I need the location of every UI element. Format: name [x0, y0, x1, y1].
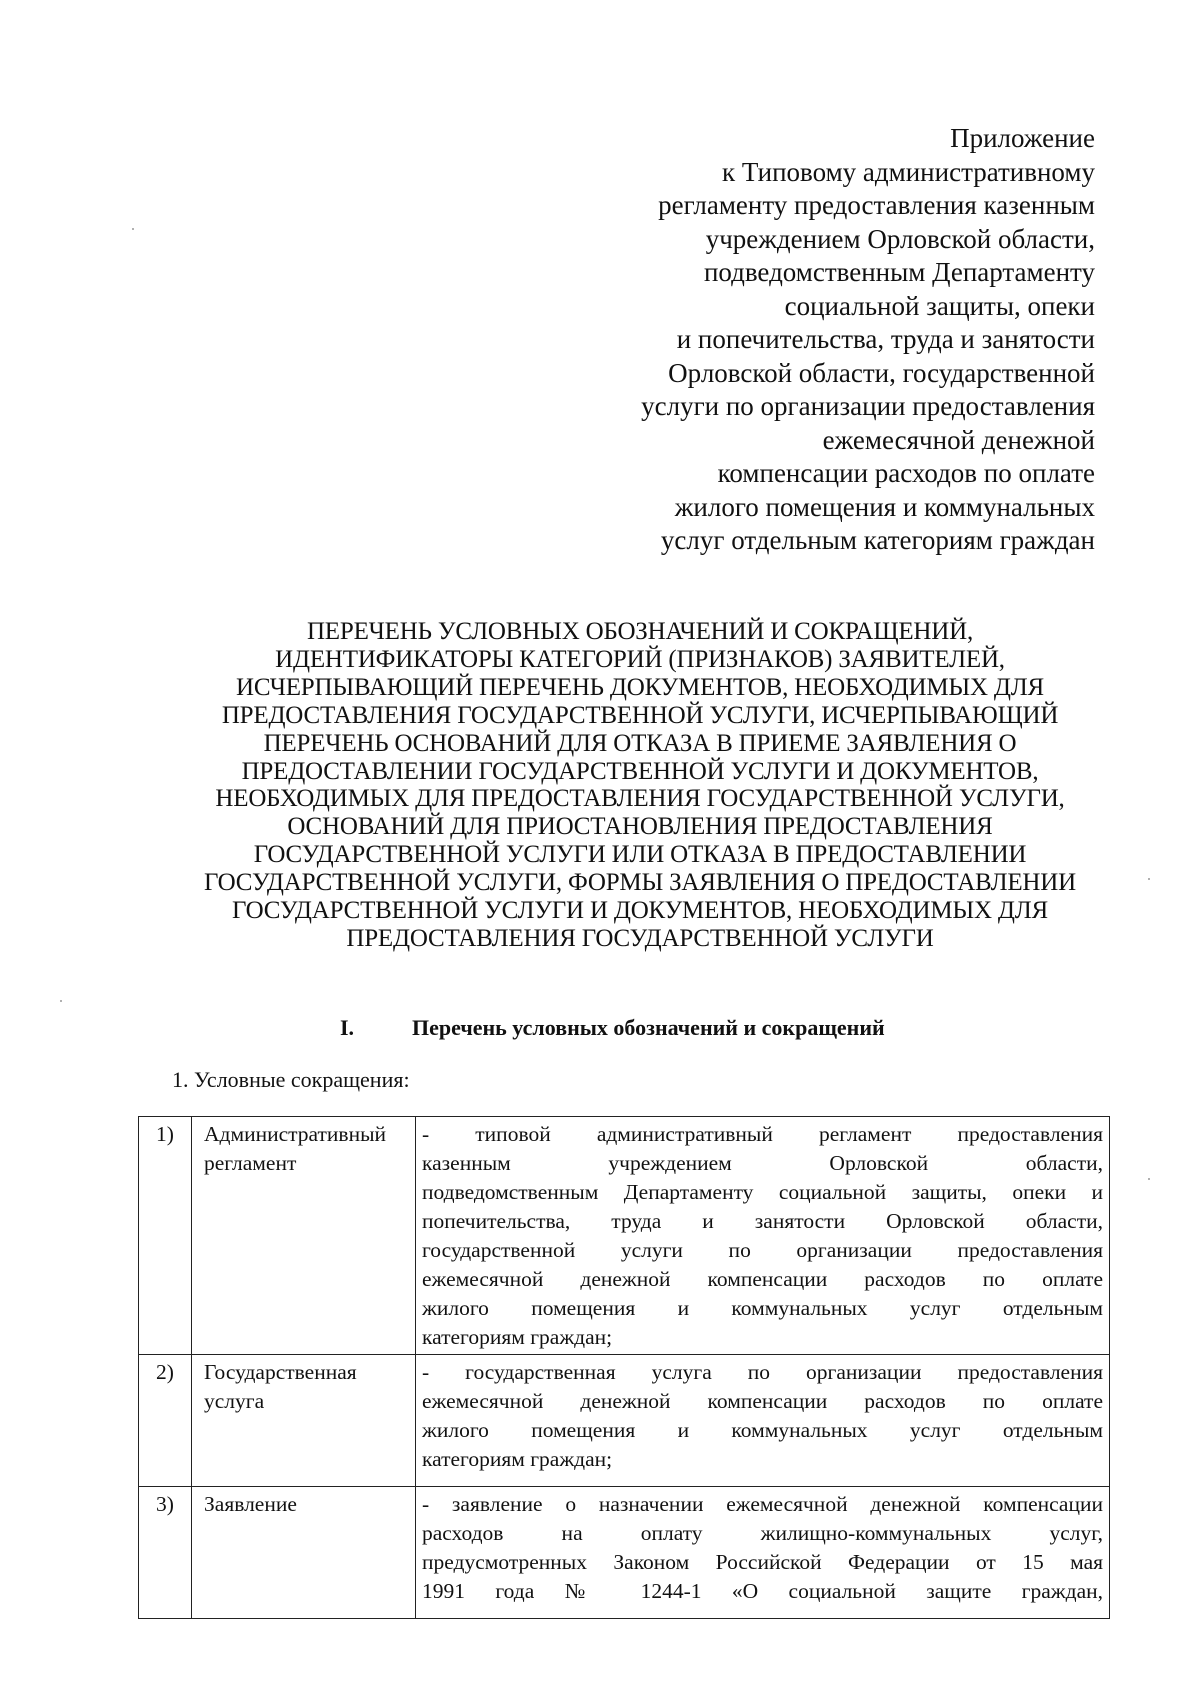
definition-line: - заявление о назначении ежемесячной денежной компенсации — [422, 1492, 1103, 1516]
paragraph-label: 1. Условные сокращения: — [172, 1067, 410, 1092]
appendix-line: учреждением Орловской области, — [705, 223, 1095, 254]
scan-speck — [1148, 1178, 1150, 1180]
definition-line: ежемесячной денежной компенсации расходов по оплате — [422, 1267, 1103, 1291]
title-line: НЕОБХОДИМЫХ ДЛЯ ПРЕДОСТАВЛЕНИЯ ГОСУДАРСТВЕННОЙ УСЛУГИ, — [215, 785, 1065, 813]
table-row — [139, 1355, 1110, 1487]
definition-line: предусмотренных Законом Российской Федерации от 15 мая — [422, 1550, 1103, 1574]
definition-line: жилого помещения и коммунальных услуг отдельным — [422, 1296, 1103, 1320]
title-line: ПЕРЕЧЕНЬ ОСНОВАНИЙ ДЛЯ ОТКАЗА В ПРИЕМЕ ЗАЯВЛЕНИЯ О — [263, 729, 1017, 757]
row-definition — [416, 1117, 1110, 1355]
definition-line: расходов на оплату жилищно-коммунальных услуг, — [422, 1521, 1103, 1545]
title-line: ПРЕДОСТАВЛЕНИИ ГОСУДАРСТВЕННОЙ УСЛУГИ И ДОКУМЕНТОВ, — [241, 757, 1039, 785]
appendix-line: регламенту предоставления казенным — [658, 190, 1095, 220]
appendix-line: ежемесячной денежной — [822, 424, 1095, 455]
document-title — [190, 618, 1090, 953]
row-term: Заявление — [192, 1487, 416, 1619]
row-number: 3) — [139, 1487, 192, 1619]
appendix-line: жилого помещения и коммунальных — [674, 491, 1095, 522]
scan-speck — [1148, 878, 1150, 880]
row-number: 2) — [139, 1355, 192, 1487]
definition-line: 1991 года № 1244-1 «О социальной защите граждан, — [422, 1579, 1103, 1603]
definition-line: - типовой административный регламент предоставления — [422, 1122, 1103, 1146]
title-line: ГОСУДАРСТВЕННОЙ УСЛУГИ ИЛИ ОТКАЗА В ПРЕДОСТАВЛЕНИИ — [253, 841, 1027, 869]
row-term: Государственная услуга — [192, 1355, 416, 1487]
title-line: ИДЕНТИФИКАТОРЫ КАТЕГОРИЙ (ПРИЗНАКОВ) ЗАЯВИТЕЛЕЙ, — [275, 645, 1005, 673]
definition-line: - государственная услуга по организации предоставления — [422, 1360, 1103, 1384]
row-definition — [416, 1355, 1110, 1487]
scan-speck — [132, 228, 134, 230]
section-number: I. — [340, 1015, 355, 1040]
scan-speck — [60, 1000, 62, 1002]
section-title: Перечень условных обозначений и сокращений — [412, 1015, 885, 1040]
table-row — [139, 1487, 1110, 1619]
title-line: ПРЕДОСТАВЛЕНИЯ ГОСУДАРСТВЕННОЙ УСЛУГИ, ИСЧЕРПЫВАЮЩИЙ — [221, 701, 1059, 729]
appendix-line: и попечительства, труда и занятости — [676, 324, 1095, 354]
appendix-line: компенсации расходов по оплате — [717, 458, 1095, 488]
appendix-line: к Типовому административному — [721, 156, 1095, 187]
title-line: ПЕРЕЧЕНЬ УСЛОВНЫХ ОБОЗНАЧЕНИЙ И СОКРАЩЕНИЙ, — [306, 618, 974, 645]
title-line: ПРЕДОСТАВЛЕНИЯ ГОСУДАРСТВЕННОЙ УСЛУГИ — [346, 924, 934, 952]
title-line: ИСЧЕРПЫВАЮЩИЙ ПЕРЕЧЕНЬ ДОКУМЕНТОВ, НЕОБХОДИМЫХ ДЛЯ — [235, 673, 1045, 701]
appendix-line: Приложение — [950, 123, 1095, 153]
table-row — [139, 1117, 1110, 1355]
appendix-line: услуги по организации предоставления — [641, 391, 1095, 421]
title-line: ОСНОВАНИЙ ДЛЯ ПРИОСТАНОВЛЕНИЯ ПРЕДОСТАВЛЕНИЯ — [287, 813, 993, 841]
abbreviations-table — [138, 1116, 1110, 1619]
definition-line: ежемесячной денежной компенсации расходов по оплате — [422, 1389, 1103, 1413]
appendix-line: Орловской области, государственной — [668, 357, 1095, 388]
title-line: ГОСУДАРСТВЕННОЙ УСЛУГИ, ФОРМЫ ЗАЯВЛЕНИЯ О ПРЕДОСТАВЛЕНИИ — [204, 869, 1076, 897]
definition-line: жилого помещения и коммунальных услуг отдельным — [422, 1418, 1103, 1442]
appendix-line: подведомственным Департаменту — [703, 257, 1095, 287]
definition-line: подведомственным Департаменту социальной защиты, опеки и — [422, 1180, 1103, 1204]
appendix-line: социальной защиты, опеки — [784, 290, 1095, 321]
row-term: Административный регламент — [192, 1117, 416, 1355]
definition-line: категориям граждан; — [422, 1325, 613, 1349]
appendix-line: услуг отдельным категориям граждан — [660, 525, 1095, 555]
appendix-header — [535, 122, 1095, 558]
definition-line: категориям граждан; — [422, 1447, 613, 1471]
definition-line: казенным учреждением Орловской области, — [422, 1151, 1103, 1175]
definition-line: государственной услуги по организации предоставления — [422, 1238, 1103, 1262]
title-line: ГОСУДАРСТВЕННОЙ УСЛУГИ И ДОКУМЕНТОВ, НЕОБХОДИМЫХ ДЛЯ — [232, 897, 1048, 925]
definition-line: попечительства, труда и занятости Орловской области, — [422, 1209, 1103, 1233]
row-definition — [416, 1487, 1110, 1619]
row-number: 1) — [139, 1117, 192, 1355]
